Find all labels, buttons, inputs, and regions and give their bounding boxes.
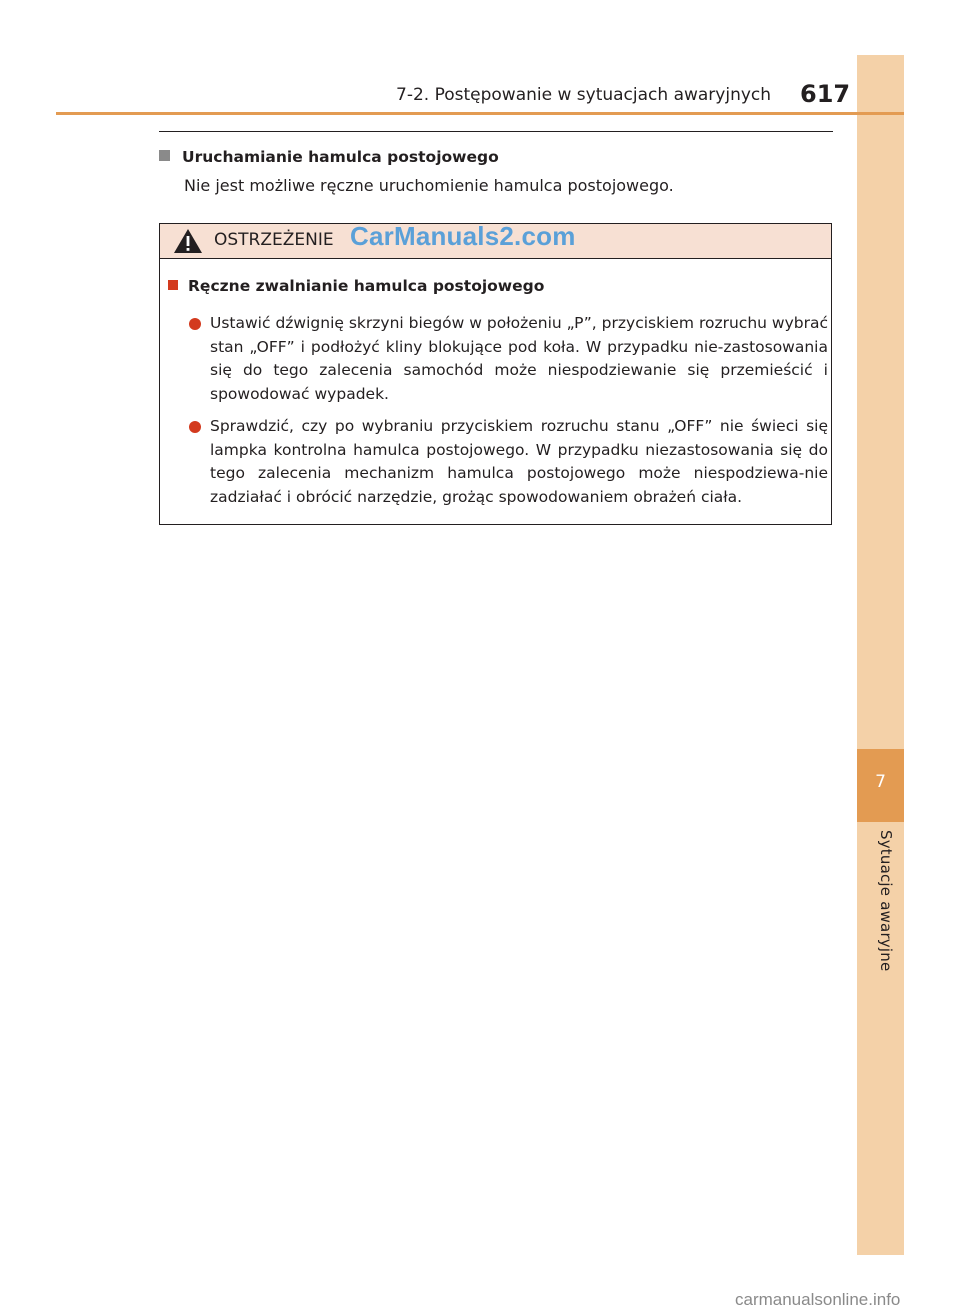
warning-subheading [168,277,544,295]
warning-bullet-text: Sprawdzić, czy po wybraniu przyciskiem rozruchu stanu „OFF” nie świeci się lampka kontrolna hamulca postojowego. W przypadku niezastosowania się do tego zalecenia mechanizm hamulca postojowego może niespodziewa-nie zadziałać i obrócić narzędzie, grożąc spowodowaniem obrażeń ciała. [210,417,828,506]
warning-bullet-text: Ustawić dźwignię skrzyni biegów w położeniu „P”, przyciskiem rozruchu wybrać stan „OFF” i podłożyć kliny blokujące pod koła. W przypadku nie-zastosowania się do tego zalecenia samochód może niespodziewanie się przemieścić i spowodować wypadek. [210,314,828,403]
square-bullet-icon [159,150,170,161]
header-rule [56,112,904,115]
footer-watermark: carmanualsonline.info [735,1290,901,1309]
section-body-text: Nie jest możliwe ręczne uruchomienie hamulca postojowego. [184,176,674,195]
warning-header [160,221,831,259]
header-section-title: 7-2. Postępowanie w sytuacjach awaryjnych [396,85,772,105]
section-heading-text: Uruchamianie hamulca postojowego [182,148,499,166]
chapter-number: 7 [875,772,886,792]
section-heading [159,148,499,166]
round-bullet-icon [189,318,201,330]
round-bullet-icon [189,421,201,433]
section-top-rule [159,131,833,132]
square-bullet-icon [168,280,178,290]
side-tab [857,55,904,1255]
watermark: CarManuals2.com [350,221,576,251]
warning-subheading-text: Ręczne zwalnianie hamulca postojowego [188,277,545,295]
chapter-title: Sytuacje awaryjne [877,830,895,972]
page-number: 617 [800,80,851,108]
warning-title: OSTRZEŻENIE [214,230,334,250]
warning-triangle-icon [173,228,203,254]
warning-box [159,223,832,525]
